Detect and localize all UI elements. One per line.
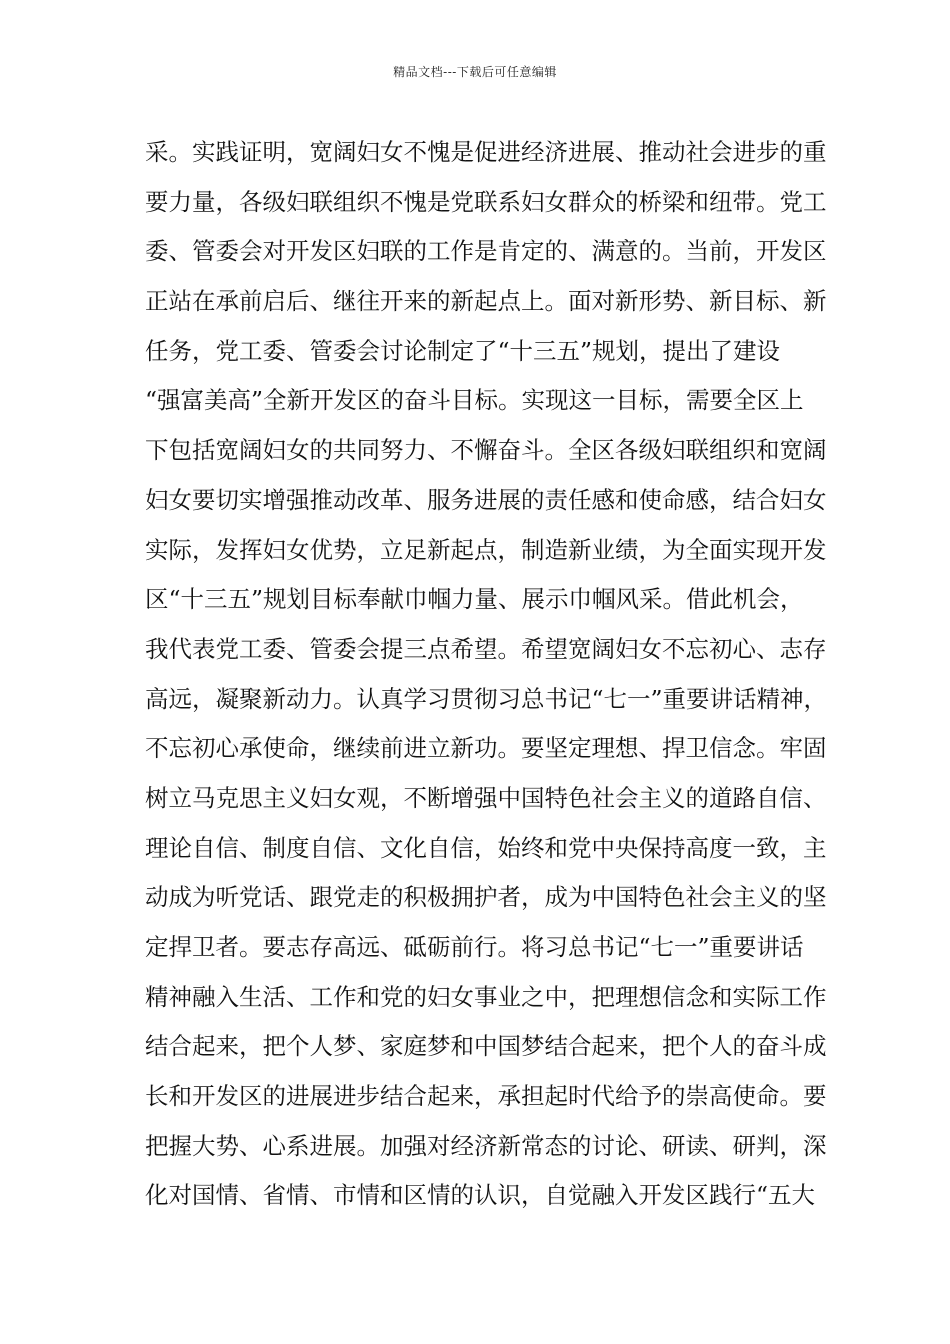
- paragraph-line: 长和开发区的进展进步结合起来，承担起时代给予的崇高使命。要: [145, 1082, 827, 1111]
- paragraph-line: 理论自信、制度自信、文化自信，始终和党中央保持高度一致，主: [145, 833, 827, 862]
- paragraph-line: 把握大势、心系进展。加强对经济新常态的讨论、研读、研判，深: [145, 1131, 827, 1160]
- paragraph-line: 树立马克思主义妇女观，不断增强中国特色社会主义的道路自信、: [145, 783, 827, 812]
- paragraph-line: 动成为听党话、跟党走的积极拥护者，成为中国特色社会主义的坚: [145, 883, 827, 912]
- paragraph-line: 正站在承前启后、继往开来的新起点上。面对新形势、新目标、新: [145, 287, 827, 316]
- paragraph-line: 定捍卫者。要志存高远、砥砺前行。将习总书记“七一”重要讲话: [145, 933, 804, 961]
- document-body: [145, 128, 835, 1221]
- paragraph-line: 结合起来，把个人梦、家庭梦和中国梦结合起来，把个人的奋斗成: [145, 1032, 827, 1061]
- paragraph-line: 我代表党工委、管委会提三点希望。希望宽阔妇女不忘初心、志存: [145, 634, 827, 663]
- paragraph-line: 高远，凝聚新动力。认真学习贯彻习总书记“七一”重要讲话精神，: [145, 684, 828, 713]
- paragraph-line: 要力量，各级妇联组织不愧是党联系妇女群众的桥梁和纽带。党工: [145, 187, 827, 216]
- paragraph-line: 委、管委会对开发区妇联的工作是肯定的、满意的。当前，开发区: [145, 237, 827, 266]
- paragraph-line: 实际，发挥妇女优势，立足新起点，制造新业绩，为全面实现开发: [145, 535, 827, 564]
- paragraph-line: 下包括宽阔妇女的共同努力、不懈奋斗。全区各级妇联组织和宽阔: [145, 436, 827, 465]
- paragraph-line: 化对国情、省情、市情和区情的认识，自觉融入开发区践行“五大: [145, 1181, 816, 1210]
- page-header: 精品文档---下载后可任意编辑: [393, 65, 557, 79]
- paragraph-line: 任务，党工委、管委会讨论制定了“十三五”规划，提出了建设: [145, 336, 781, 365]
- paragraph-line: 采。实践证明，宽阔妇女不愧是促进经济进展、推动社会进步的重: [145, 138, 827, 166]
- paragraph-line: 精神融入生活、工作和党的妇女事业之中，把理想信念和实际工作: [145, 982, 827, 1011]
- paragraph-line: “强富美高”全新开发区的奋斗目标。实现这一目标，需要全区上: [145, 386, 804, 415]
- paragraph-line: 区“十三五”规划目标奉献巾帼力量、展示巾帼风采。借此机会，: [145, 585, 804, 614]
- paragraph-line: 妇女要切实增强推动改革、服务进展的责任感和使命感，结合妇女: [145, 485, 827, 514]
- paragraph-line: 不忘初心承使命，继续前进立新功。要坚定理想、捍卫信念。牢固: [145, 734, 827, 763]
